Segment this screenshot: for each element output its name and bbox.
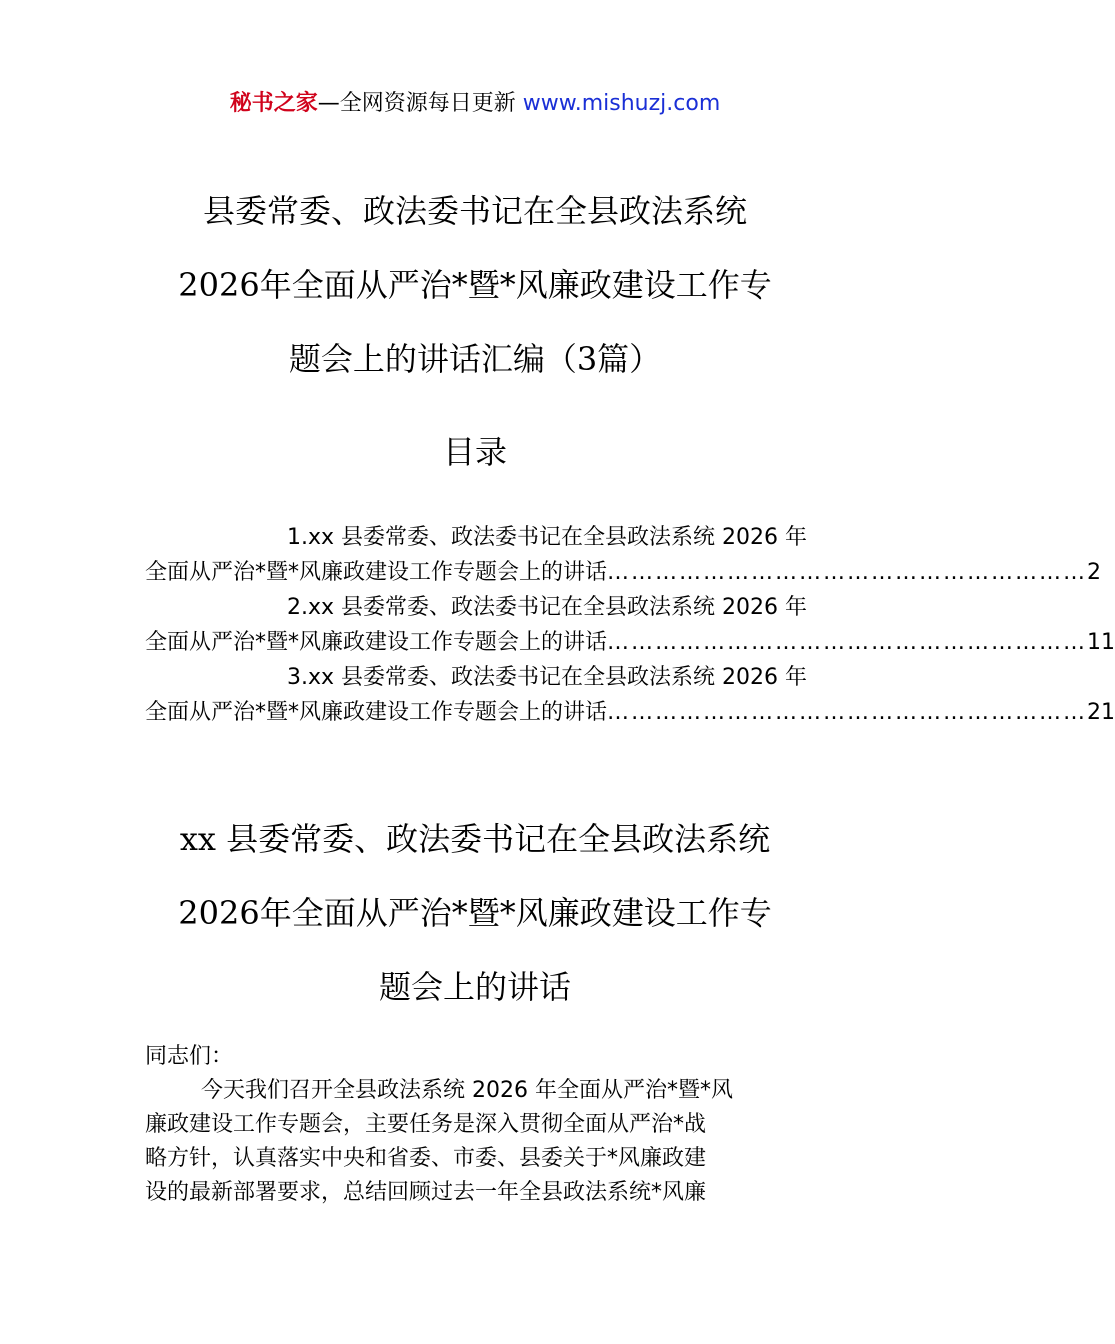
toc-entry-2[interactable] bbox=[145, 590, 1115, 660]
speech-body bbox=[145, 1040, 807, 1210]
toc-entry-line: 1.xx 县委常委、政法委书记在全县政法系统 2026 年 bbox=[287, 525, 807, 550]
toc-leader-dots: …………………………………………………… bbox=[607, 700, 1088, 725]
toc-leader-dots: …………………………………………………… bbox=[607, 630, 1088, 655]
toc-entry-3[interactable] bbox=[145, 660, 1115, 730]
body-text-line: 略方针，认真落实中央和省委、市委、县委关于*风廉政建 bbox=[145, 1146, 707, 1171]
speech-title-line: 题会上的讲话 bbox=[378, 968, 571, 1006]
toc-page-number: 11 bbox=[1087, 630, 1115, 655]
document-title-line: 题会上的讲话汇编（3篇） bbox=[288, 340, 662, 378]
header-tagline: —全网资源每日更新 bbox=[317, 91, 523, 116]
document-title-line: 2026年全面从严治*暨*风廉政建设工作专 bbox=[178, 266, 772, 304]
site-header bbox=[0, 88, 950, 120]
speech-title-line: xx 县委常委、政法委书记在全县政法系统 bbox=[179, 820, 771, 858]
toc-page-number: 21 bbox=[1087, 700, 1115, 725]
body-text-line: 廉政建设工作专题会，主要任务是深入贯彻全面从严治*战 bbox=[145, 1112, 707, 1137]
salutation: 同志们： bbox=[145, 1044, 234, 1069]
toc-entry-line: 全面从严治*暨*风廉政建设工作专题会上的讲话 bbox=[145, 630, 608, 655]
toc-entry-line: 全面从严治*暨*风廉政建设工作专题会上的讲话 bbox=[145, 560, 608, 585]
brand-name: 秘书之家 bbox=[229, 91, 318, 116]
toc-leader-dots: …………………………………………………… bbox=[607, 560, 1088, 585]
document-title bbox=[130, 174, 820, 396]
body-text-line: 设的最新部署要求，总结回顾过去一年全县政法系统*风廉 bbox=[145, 1180, 707, 1205]
body-text-line: 今天我们召开全县政法系统 2026 年全面从严治*暨*风 bbox=[201, 1078, 733, 1103]
speech-title-line: 2026年全面从严治*暨*风廉政建设工作专 bbox=[178, 894, 772, 932]
toc-entry-line: 2.xx 县委常委、政法委书记在全县政法系统 2026 年 bbox=[287, 595, 807, 620]
speech-title bbox=[130, 802, 820, 1024]
table-of-contents bbox=[145, 520, 1115, 730]
toc-entry-1[interactable] bbox=[145, 520, 1102, 590]
toc-entry-line: 3.xx 县委常委、政法委书记在全县政法系统 2026 年 bbox=[287, 665, 807, 690]
toc-entry-line: 全面从严治*暨*风廉政建设工作专题会上的讲话 bbox=[145, 700, 608, 725]
site-url-link[interactable]: www.mishuzj.com bbox=[522, 91, 721, 116]
document-title-line: 县委常委、政法委书记在全县政法系统 bbox=[202, 192, 747, 230]
toc-heading: 目录 bbox=[442, 433, 507, 471]
toc-page-number: 2 bbox=[1087, 560, 1102, 585]
